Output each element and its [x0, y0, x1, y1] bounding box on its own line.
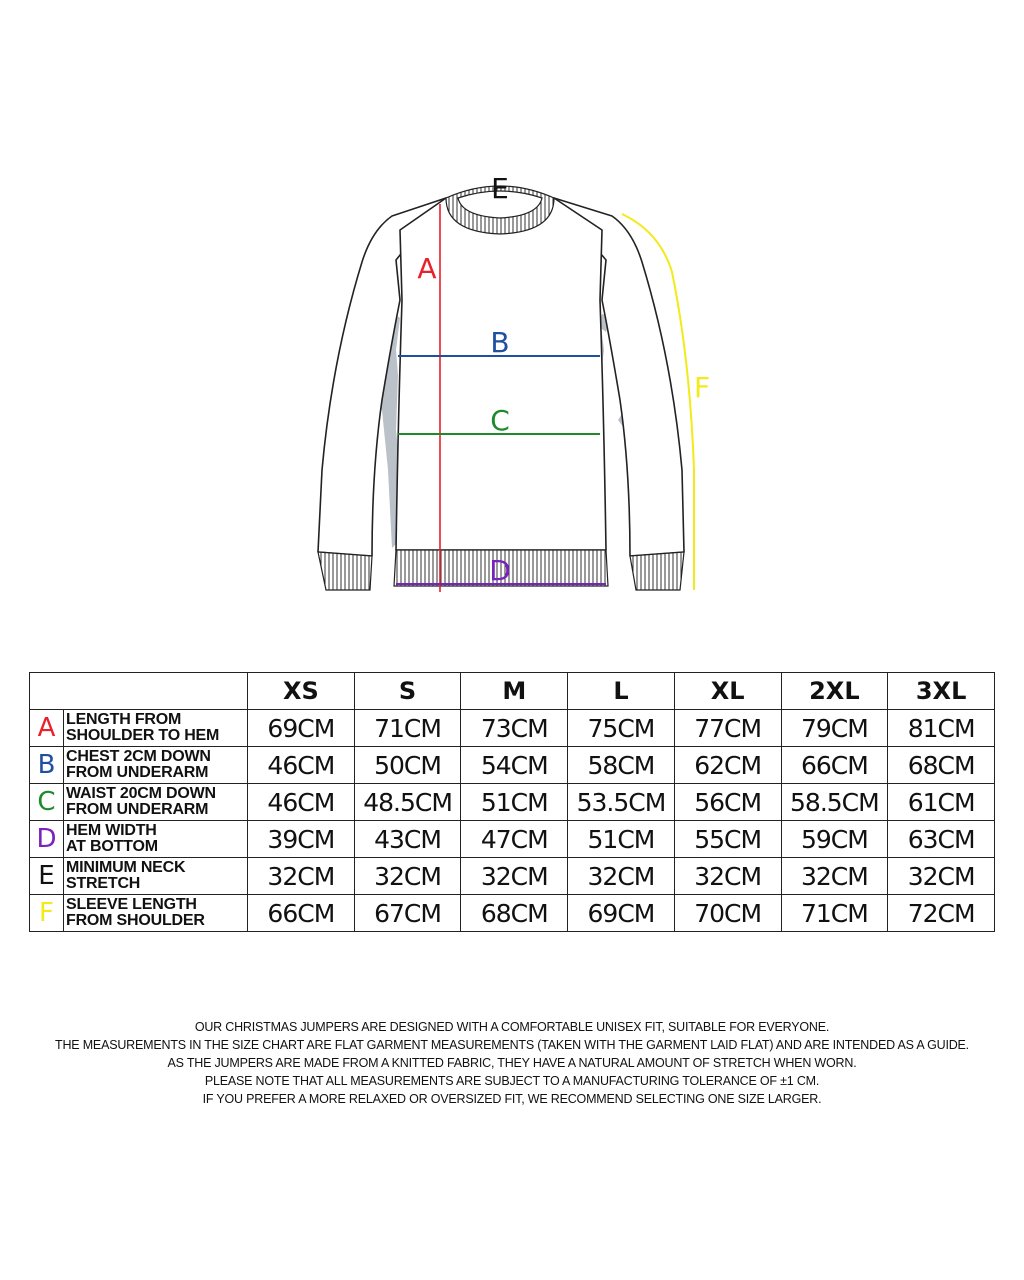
note-line: OUR CHRISTMAS JUMPERS ARE DESIGNED WITH A COMFORTABLE UNISEX FIT, SUITABLE FOR EVERYONE. [194, 1020, 830, 1034]
measurement-value: 62CM [674, 747, 781, 784]
table-row [30, 821, 995, 858]
measurement-value: 72CM [888, 895, 995, 932]
measurement-label [64, 821, 248, 858]
measurement-value: 58CM [568, 747, 675, 784]
size-header-row [30, 673, 995, 710]
measurement-label-line: HEM WIDTH [66, 822, 157, 839]
measurement-value: 46CM [248, 784, 355, 821]
measurement-label [64, 858, 248, 895]
measurement-value: 68CM [888, 747, 995, 784]
measurement-label [64, 784, 248, 821]
measurement-value: 32CM [248, 858, 355, 895]
measurement-value: 59CM [781, 821, 888, 858]
jumper-measurement-diagram [0, 160, 1024, 620]
measurement-value: 69CM [568, 895, 675, 932]
measurement-label-line: STRETCH [66, 875, 141, 892]
measurement-value: 51CM [461, 784, 568, 821]
measurement-value: 32CM [461, 858, 568, 895]
measurement-value: 68CM [461, 895, 568, 932]
measurement-value: 32CM [568, 858, 675, 895]
measurement-letter: E [30, 858, 64, 895]
measurement-label [64, 747, 248, 784]
measurement-label-line: MINIMUM NECK [66, 859, 186, 876]
measurement-value: 77CM [674, 710, 781, 747]
measurement-letter: A [30, 710, 64, 747]
measurement-value: 54CM [461, 747, 568, 784]
table-row [30, 784, 995, 821]
table-row [30, 895, 995, 932]
measurement-value: 39CM [248, 821, 355, 858]
measurement-letter: D [30, 821, 64, 858]
measurement-letter: C [30, 784, 64, 821]
size-chart-table [29, 672, 995, 932]
measurement-value: 79CM [781, 710, 888, 747]
fit-notes [0, 1018, 1024, 1108]
measurement-value: 48.5CM [354, 784, 461, 821]
measurement-value: 71CM [781, 895, 888, 932]
measurement-label-line: SHOULDER TO HEM [66, 727, 220, 744]
measurement-value: 47CM [461, 821, 568, 858]
table-row [30, 858, 995, 895]
measurement-letter: B [30, 747, 64, 784]
size-header-m: M [461, 673, 568, 710]
size-header-l: L [568, 673, 675, 710]
header-corner-cell [30, 673, 248, 710]
measurement-value: 75CM [568, 710, 675, 747]
diagram-label-f: F [693, 371, 711, 404]
measurement-label-line: FROM SHOULDER [66, 912, 205, 929]
diagram-label-b: B [490, 326, 510, 359]
measurement-value: 58.5CM [781, 784, 888, 821]
diagram-label-a: A [417, 252, 437, 285]
measurement-value: 43CM [354, 821, 461, 858]
note-line: AS THE JUMPERS ARE MADE FROM A KNITTED FABRIC, THEY HAVE A NATURAL AMOUNT OF STRETCH WHEN WORN. [167, 1056, 857, 1070]
measurement-value: 50CM [354, 747, 461, 784]
size-header-s: S [354, 673, 461, 710]
size-header-xs: XS [248, 673, 355, 710]
size-header-xl: XL [674, 673, 781, 710]
measurement-label-line: FROM UNDERARM [66, 801, 209, 818]
measurement-value: 67CM [354, 895, 461, 932]
size-header-2xl: 2XL [781, 673, 888, 710]
measurement-value: 61CM [888, 784, 995, 821]
measurement-label [64, 895, 248, 932]
size-header-3xl: 3XL [888, 673, 995, 710]
measurement-label-line: SLEEVE LENGTH [66, 896, 197, 913]
measurement-value: 46CM [248, 747, 355, 784]
jumper-outline [318, 198, 684, 556]
measurement-value: 32CM [781, 858, 888, 895]
measurement-value: 56CM [674, 784, 781, 821]
note-line: THE MEASUREMENTS IN THE SIZE CHART ARE FLAT GARMENT MEASUREMENTS (TAKEN WITH THE GARMENT LAID FLAT) AND ARE INTENDED AS A GUIDE. [55, 1038, 969, 1052]
measurement-value: 70CM [674, 895, 781, 932]
measurement-value: 81CM [888, 710, 995, 747]
measurement-label-line: CHEST 2CM DOWN [66, 748, 211, 765]
note-line: PLEASE NOTE THAT ALL MEASUREMENTS ARE SUBJECT TO A MANUFACTURING TOLERANCE OF ±1 CM. [204, 1074, 820, 1088]
table-row [30, 710, 995, 747]
measurement-value: 66CM [781, 747, 888, 784]
measurement-label-line: FROM UNDERARM [66, 764, 209, 781]
measurement-value: 63CM [888, 821, 995, 858]
measurement-value: 32CM [674, 858, 781, 895]
measurement-label-line: WAIST 20CM DOWN [66, 785, 216, 802]
diagram-label-e: E [491, 172, 509, 205]
measurement-value: 73CM [461, 710, 568, 747]
measurement-value: 32CM [354, 858, 461, 895]
measurement-value: 51CM [568, 821, 675, 858]
measurement-letter: F [30, 895, 64, 932]
measurement-value: 66CM [248, 895, 355, 932]
measurement-label [64, 710, 248, 747]
measurement-label-line: LENGTH FROM [66, 711, 182, 728]
measurement-value: 71CM [354, 710, 461, 747]
measurement-value: 55CM [674, 821, 781, 858]
measurement-value: 69CM [248, 710, 355, 747]
diagram-label-d: D [489, 554, 511, 587]
measurement-value: 53.5CM [568, 784, 675, 821]
table-row [30, 747, 995, 784]
measurement-value: 32CM [888, 858, 995, 895]
note-line: IF YOU PREFER A MORE RELAXED OR OVERSIZED FIT, WE RECOMMEND SELECTING ONE SIZE LARGER. [202, 1092, 822, 1106]
measurement-label-line: AT BOTTOM [66, 838, 158, 855]
size-table-body [30, 710, 995, 932]
diagram-label-c: C [490, 404, 510, 437]
